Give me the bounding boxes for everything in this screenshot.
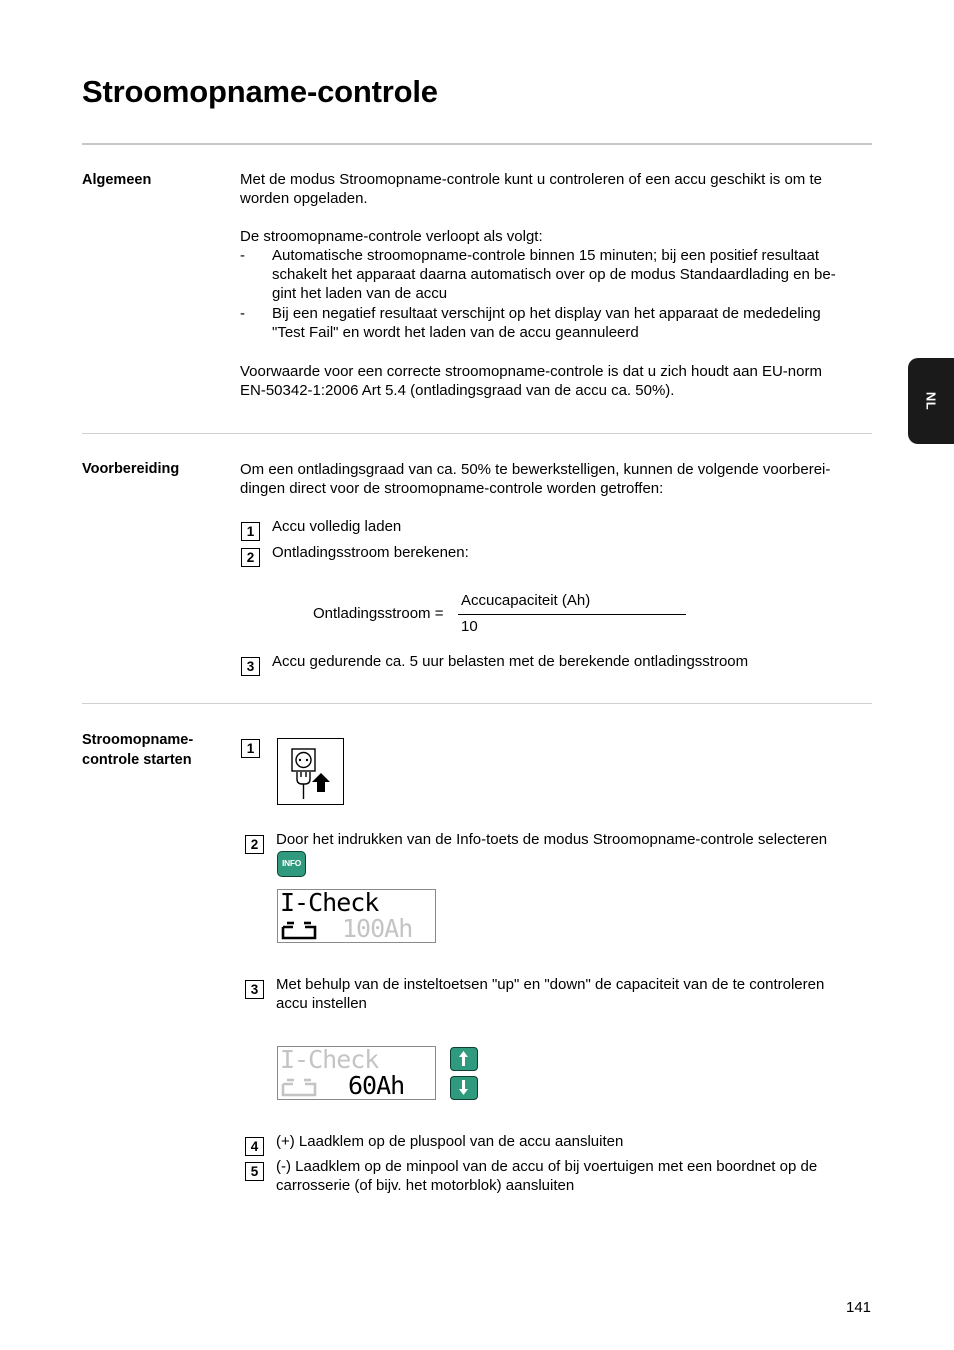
page-number: 141 <box>846 1299 872 1316</box>
step-text: Accu gedurende ca. 5 uur belasten met de berekende ontladingsstroom <box>272 653 749 670</box>
step-text: Accu volledig laden <box>272 518 402 535</box>
step-text: (+) Laadklem op de pluspool van de accu aansluiten <box>276 1133 624 1150</box>
page-title: Stroomopname-controle <box>82 74 438 109</box>
info-button[interactable]: INFO <box>277 851 306 877</box>
formula-numerator: Accucapaciteit (Ah) <box>461 592 591 609</box>
section-divider <box>82 433 872 434</box>
step-text: Met behulp van de insteltoetsen "up" en "down" de capaciteit van de te controleren accu instellen <box>276 976 825 1012</box>
step-number: 2 <box>241 548 260 567</box>
down-button[interactable] <box>450 1076 478 1100</box>
formula-denominator: 10 <box>461 618 478 635</box>
formula-lhs: Ontladingsstroom = <box>313 605 444 622</box>
step-number: 5 <box>245 1162 264 1181</box>
battery-icon <box>281 921 317 941</box>
step-number: 3 <box>245 980 264 999</box>
section-heading-voorbereiding: Voorbereiding <box>82 461 180 477</box>
lcd-line-1: I-Check <box>280 1045 379 1074</box>
step-text: Door het indrukken van de Info-toets de modus Stroomopname-controle selecteren <box>276 831 828 848</box>
step-number: 1 <box>241 522 260 541</box>
step-number: 4 <box>245 1137 264 1156</box>
step-text: (-) Laadklem op de minpool van de accu of bij voertuigen met een boordnet op de carrosserie (of bijv. het motorblok) aansluiten <box>276 1158 818 1194</box>
language-tab: NL <box>908 358 954 444</box>
section-heading-starten: Stroomopname- controle starten <box>82 732 194 768</box>
step-text: Ontladingsstroom berekenen: <box>272 544 469 561</box>
arrow-down-icon <box>451 1077 476 1098</box>
algemeen-paragraph-2: De stroomopname-controle verloopt als volgt: <box>240 228 543 245</box>
title-divider <box>82 143 872 145</box>
arrow-up-icon <box>451 1048 476 1069</box>
up-button[interactable] <box>450 1047 478 1071</box>
section-heading-algemeen: Algemeen <box>82 172 152 188</box>
algemeen-paragraph-1: Met de modus Stroomopname-controle kunt u controleren of een accu geschikt is om te worden opgeladen. <box>240 171 822 207</box>
algemeen-paragraph-3: Voorwaarde voor een correcte stroomopname-controle is dat u zich houdt aan EU-norm EN-50342-1:2006 Art 5.4 (ontladingsgraad van de accu ca. 50%). <box>240 363 822 399</box>
battery-icon <box>281 1078 317 1098</box>
lcd-display <box>277 889 436 943</box>
step-number: 1 <box>241 739 260 758</box>
step-number: 2 <box>245 835 264 854</box>
step-number: 3 <box>241 657 260 676</box>
lcd-line-2: 100Ah <box>342 914 413 943</box>
lcd-line-1: I-Check <box>280 888 379 917</box>
voorbereiding-paragraph: Om een ontladingsgraad van ca. 50% te bewerkstelligen, kunnen de volgende voorberei- dingen direct voor de stroomopname-controle worden getroffen: <box>240 461 831 497</box>
lcd-line-2: 60Ah <box>348 1071 405 1100</box>
fraction-line <box>458 614 686 615</box>
section-divider <box>82 703 872 704</box>
socket-plug-upload-icon <box>277 738 344 805</box>
lcd-display <box>277 1046 436 1100</box>
